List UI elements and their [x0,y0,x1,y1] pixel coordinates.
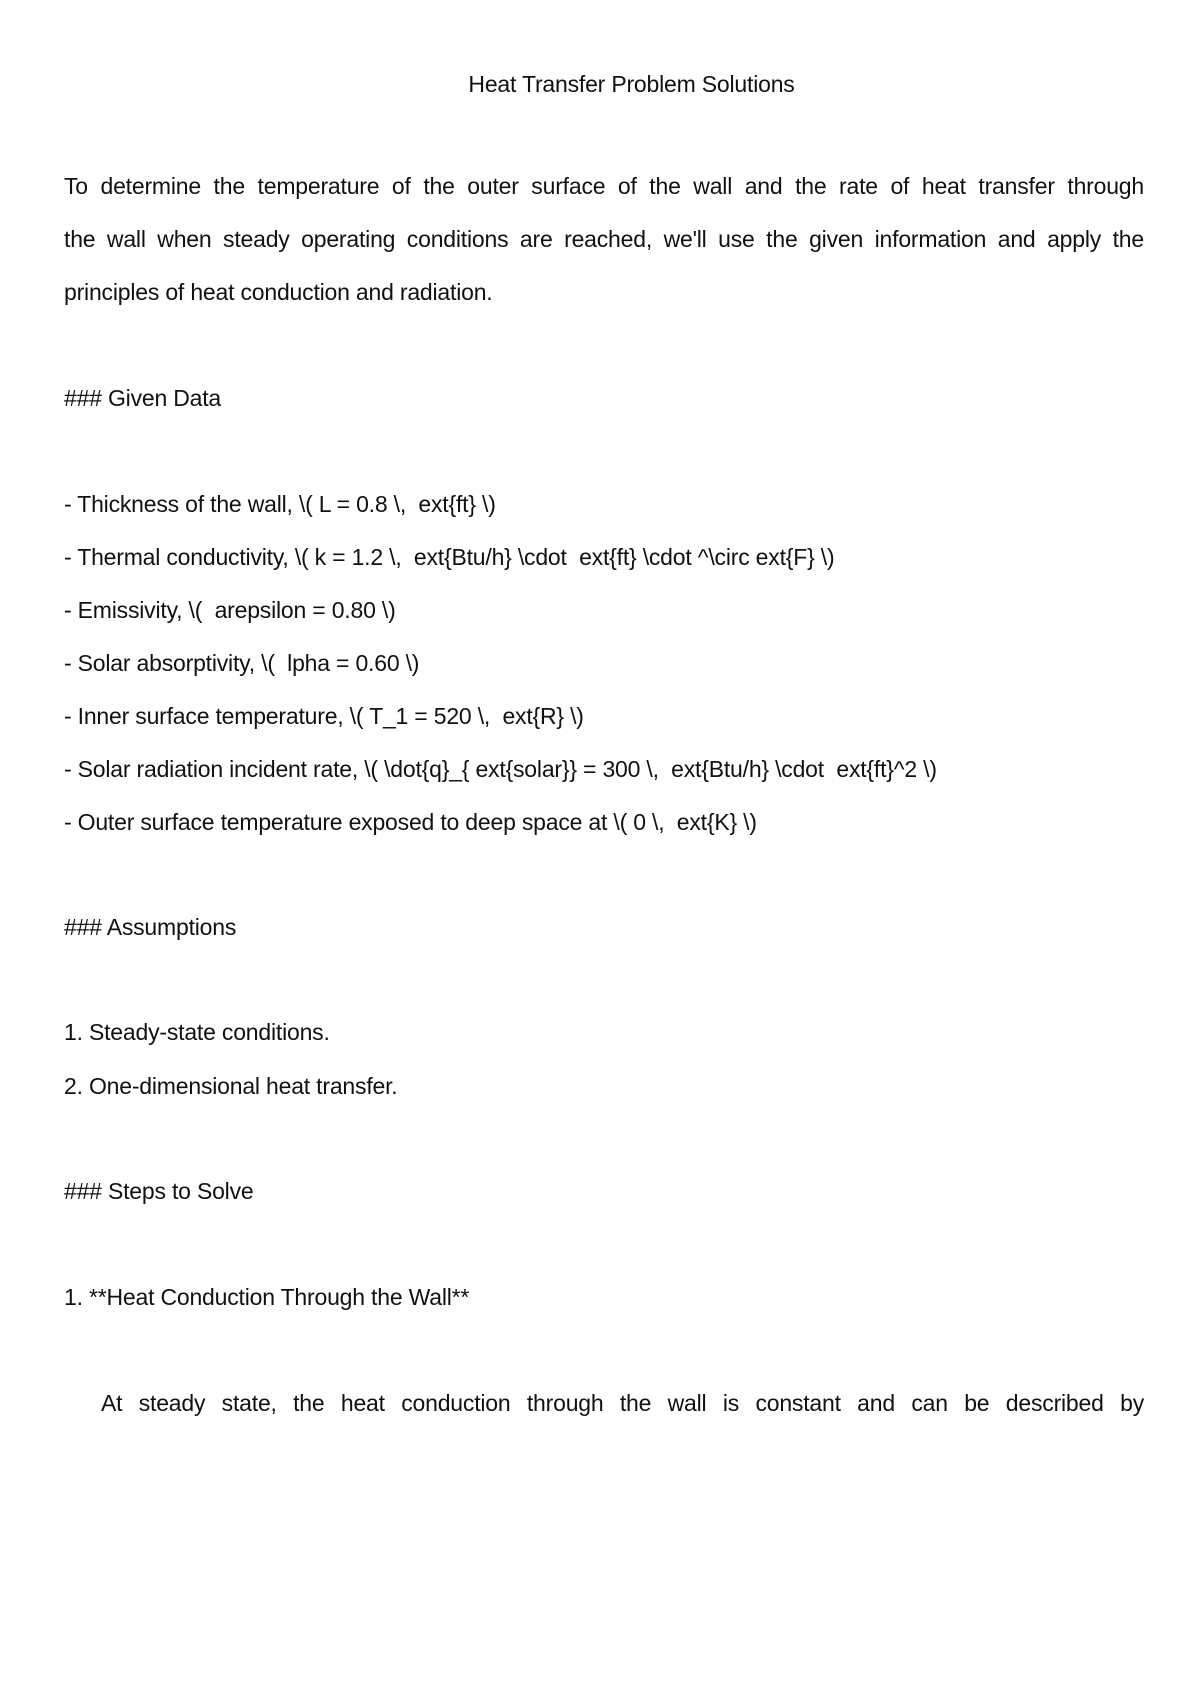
given-item-solar-radiation: - Solar radiation incident rate, \( \dot{q}_{ ext{solar}} = 300 \, ext{Btu/h} \cdot ext{ft}^2 \) [64,756,937,782]
intro-line-3: principles of heat conduction and radiation. [64,279,493,305]
intro-line-2: the wall when steady operating conditions are reached, we'll use the given information and apply the [64,226,1144,252]
given-item-emissivity: - Emissivity, \( arepsilon = 0.80 \) [64,597,396,623]
step-1-heading: 1. **Heat Conduction Through the Wall** [64,1284,470,1310]
given-data-heading: ### Given Data [64,385,222,411]
intro-line-1: To determine the temperature of the outer surface of the wall and the rate of heat transfer through [64,173,1144,199]
given-item-conductivity: - Thermal conductivity, \( k = 1.2 \, ext{Btu/h} \cdot ext{ft} \cdot ^\circ ext{F} \) [64,544,835,570]
document-title: Heat Transfer Problem Solutions [468,71,795,97]
given-item-inner-temp: - Inner surface temperature, \( T_1 = 520 \, ext{R} \) [64,703,584,729]
given-item-absorptivity: - Solar absorptivity, \( lpha = 0.60 \) [64,650,420,676]
step-1-text: At steady state, the heat conduction through the wall is constant and can be described by [101,1390,1144,1416]
assumption-item-2: 2. One-dimensional heat transfer. [64,1073,398,1099]
given-item-outer-temp: - Outer surface temperature exposed to deep space at \( 0 \, ext{K} \) [64,809,757,835]
assumptions-heading: ### Assumptions [64,914,237,940]
given-item-thickness: - Thickness of the wall, \( L = 0.8 \, ext{ft} \) [64,491,496,517]
steps-heading: ### Steps to Solve [64,1178,254,1204]
assumption-item-1: 1. Steady-state conditions. [64,1019,330,1045]
